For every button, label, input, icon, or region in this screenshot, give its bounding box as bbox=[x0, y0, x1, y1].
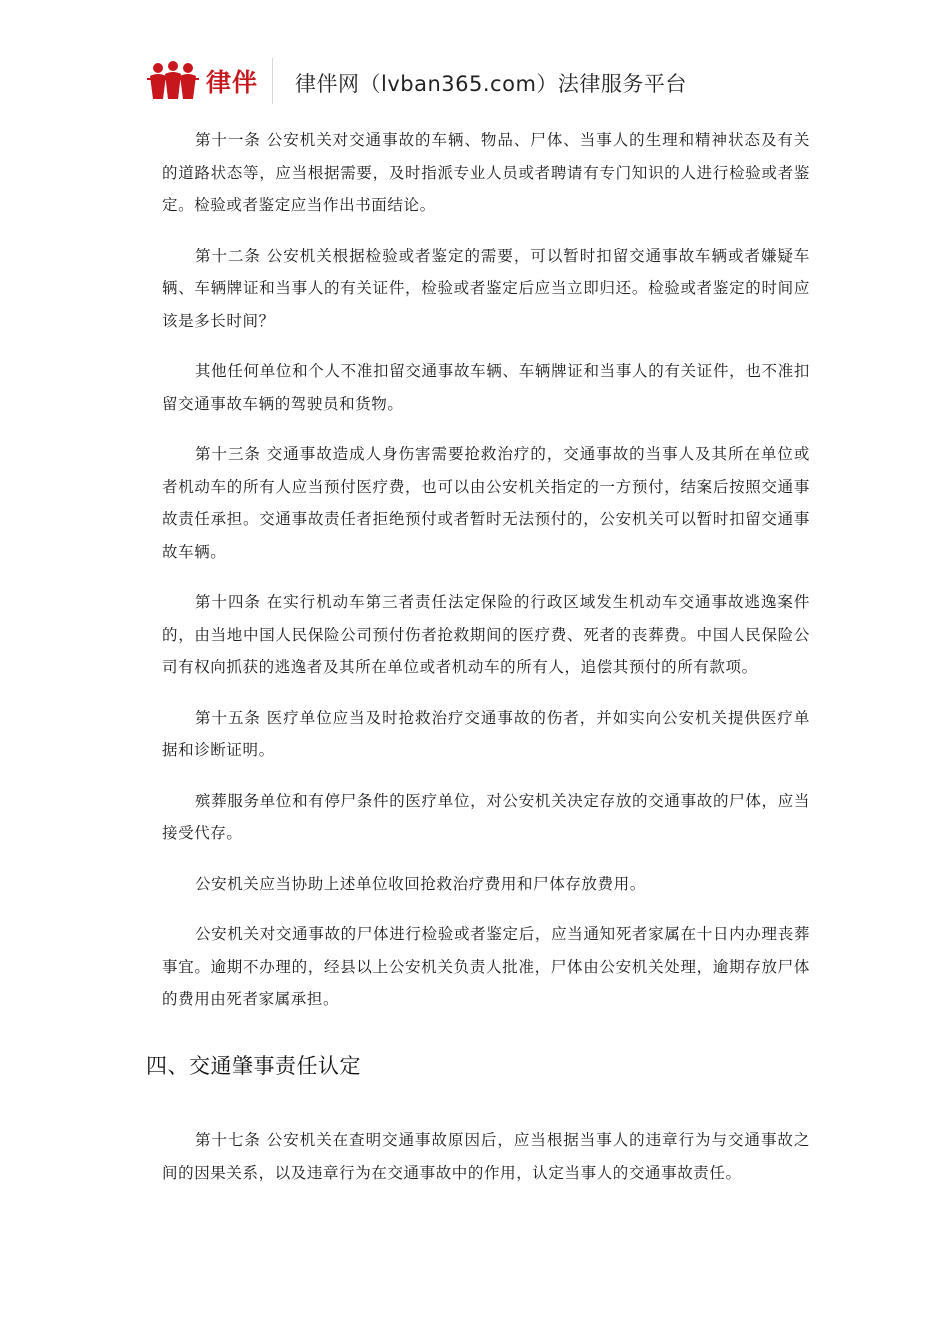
paragraph-article-14: 第十四条 在实行机动车第三者责任法定保险的行政区域发生机动车交通事故逃逸案件的，由当地中国人民保险公司预付伤者抢救期间的医疗费、死者的丧葬费。中国人民保险公司有权向抓获的逃逸者及其所在单位或者机动车的所有人，追偿其预付的所有款项。 bbox=[162, 593, 810, 676]
paragraph-article-11: 第十一条 公安机关对交通事故的车辆、物品、尸体、当事人的生理和精神状态及有关的道路状态等，应当根据需要，及时指派专业人员或者聘请有专门知识的人进行检验或者鉴定。检验或者鉴定应当作出书面结论。 bbox=[162, 131, 810, 214]
paragraph-article-15-cont-1: 殡葬服务单位和有停尸条件的医疗单位，对公安机关决定存放的交通事故的尸体，应当接受代存。 bbox=[162, 791, 810, 842]
paragraph-article-15-cont-2: 公安机关应当协助上述单位收回抢救治疗费用和尸体存放费用。 bbox=[195, 874, 646, 893]
paragraph-article-13: 第十三条 交通事故造成人身伤害需要抢救治疗的，交通事故的当事人及其所在单位或者机动车的所有人应当预付医疗费，也可以由公安机关指定的一方预付，结案后按照交通事故责任承担。交通事故责任者拒绝预付或者暂时无法预付的，公安机关可以暂时扣留交通事故车辆。 bbox=[162, 445, 810, 561]
section-heading: 四、交通肇事责任认定 bbox=[146, 1054, 361, 1078]
document-body bbox=[162, 124, 810, 1034]
page-header bbox=[146, 58, 687, 104]
paragraph-article-15-cont-3: 公安机关对交通事故的尸体进行检验或者鉴定后，应当通知死者家属在十日内办理丧葬事宜。逾期不办理的，经县以上公安机关负责人批准，尸体由公安机关处理，逾期存放尸体的费用由死者家属承担。 bbox=[162, 925, 810, 1008]
site-title: 律伴网（lvban365.com）法律服务平台 bbox=[295, 72, 687, 96]
paragraph-article-12-cont: 其他任何单位和个人不准扣留交通事故车辆、车辆牌证和当事人的有关证件，也不准扣留交通事故车辆的驾驶员和货物。 bbox=[162, 362, 810, 413]
document-body-section-4 bbox=[162, 1124, 810, 1207]
logo-text: 律伴 bbox=[206, 68, 259, 97]
paragraph-article-17: 第十七条 公安机关在查明交通事故原因后，应当根据当事人的违章行为与交通事故之间的因果关系，以及违章行为在交通事故中的作用，认定当事人的交通事故责任。 bbox=[162, 1131, 810, 1182]
paragraph-article-12: 第十二条 公安机关根据检验或者鉴定的需要，可以暂时扣留交通事故车辆或者嫌疑车辆、车辆牌证和当事人的有关证件，检验或者鉴定后应当立即归还。检验或者鉴定的时间应该是多长时间？ bbox=[162, 246, 810, 330]
lvban-logo[interactable] bbox=[146, 58, 273, 104]
paragraph-article-15: 第十五条 医疗单位应当及时抢救治疗交通事故的伤者，并如实向公安机关提供医疗单据和诊断证明。 bbox=[162, 708, 810, 759]
people-scales-icon bbox=[146, 61, 200, 101]
